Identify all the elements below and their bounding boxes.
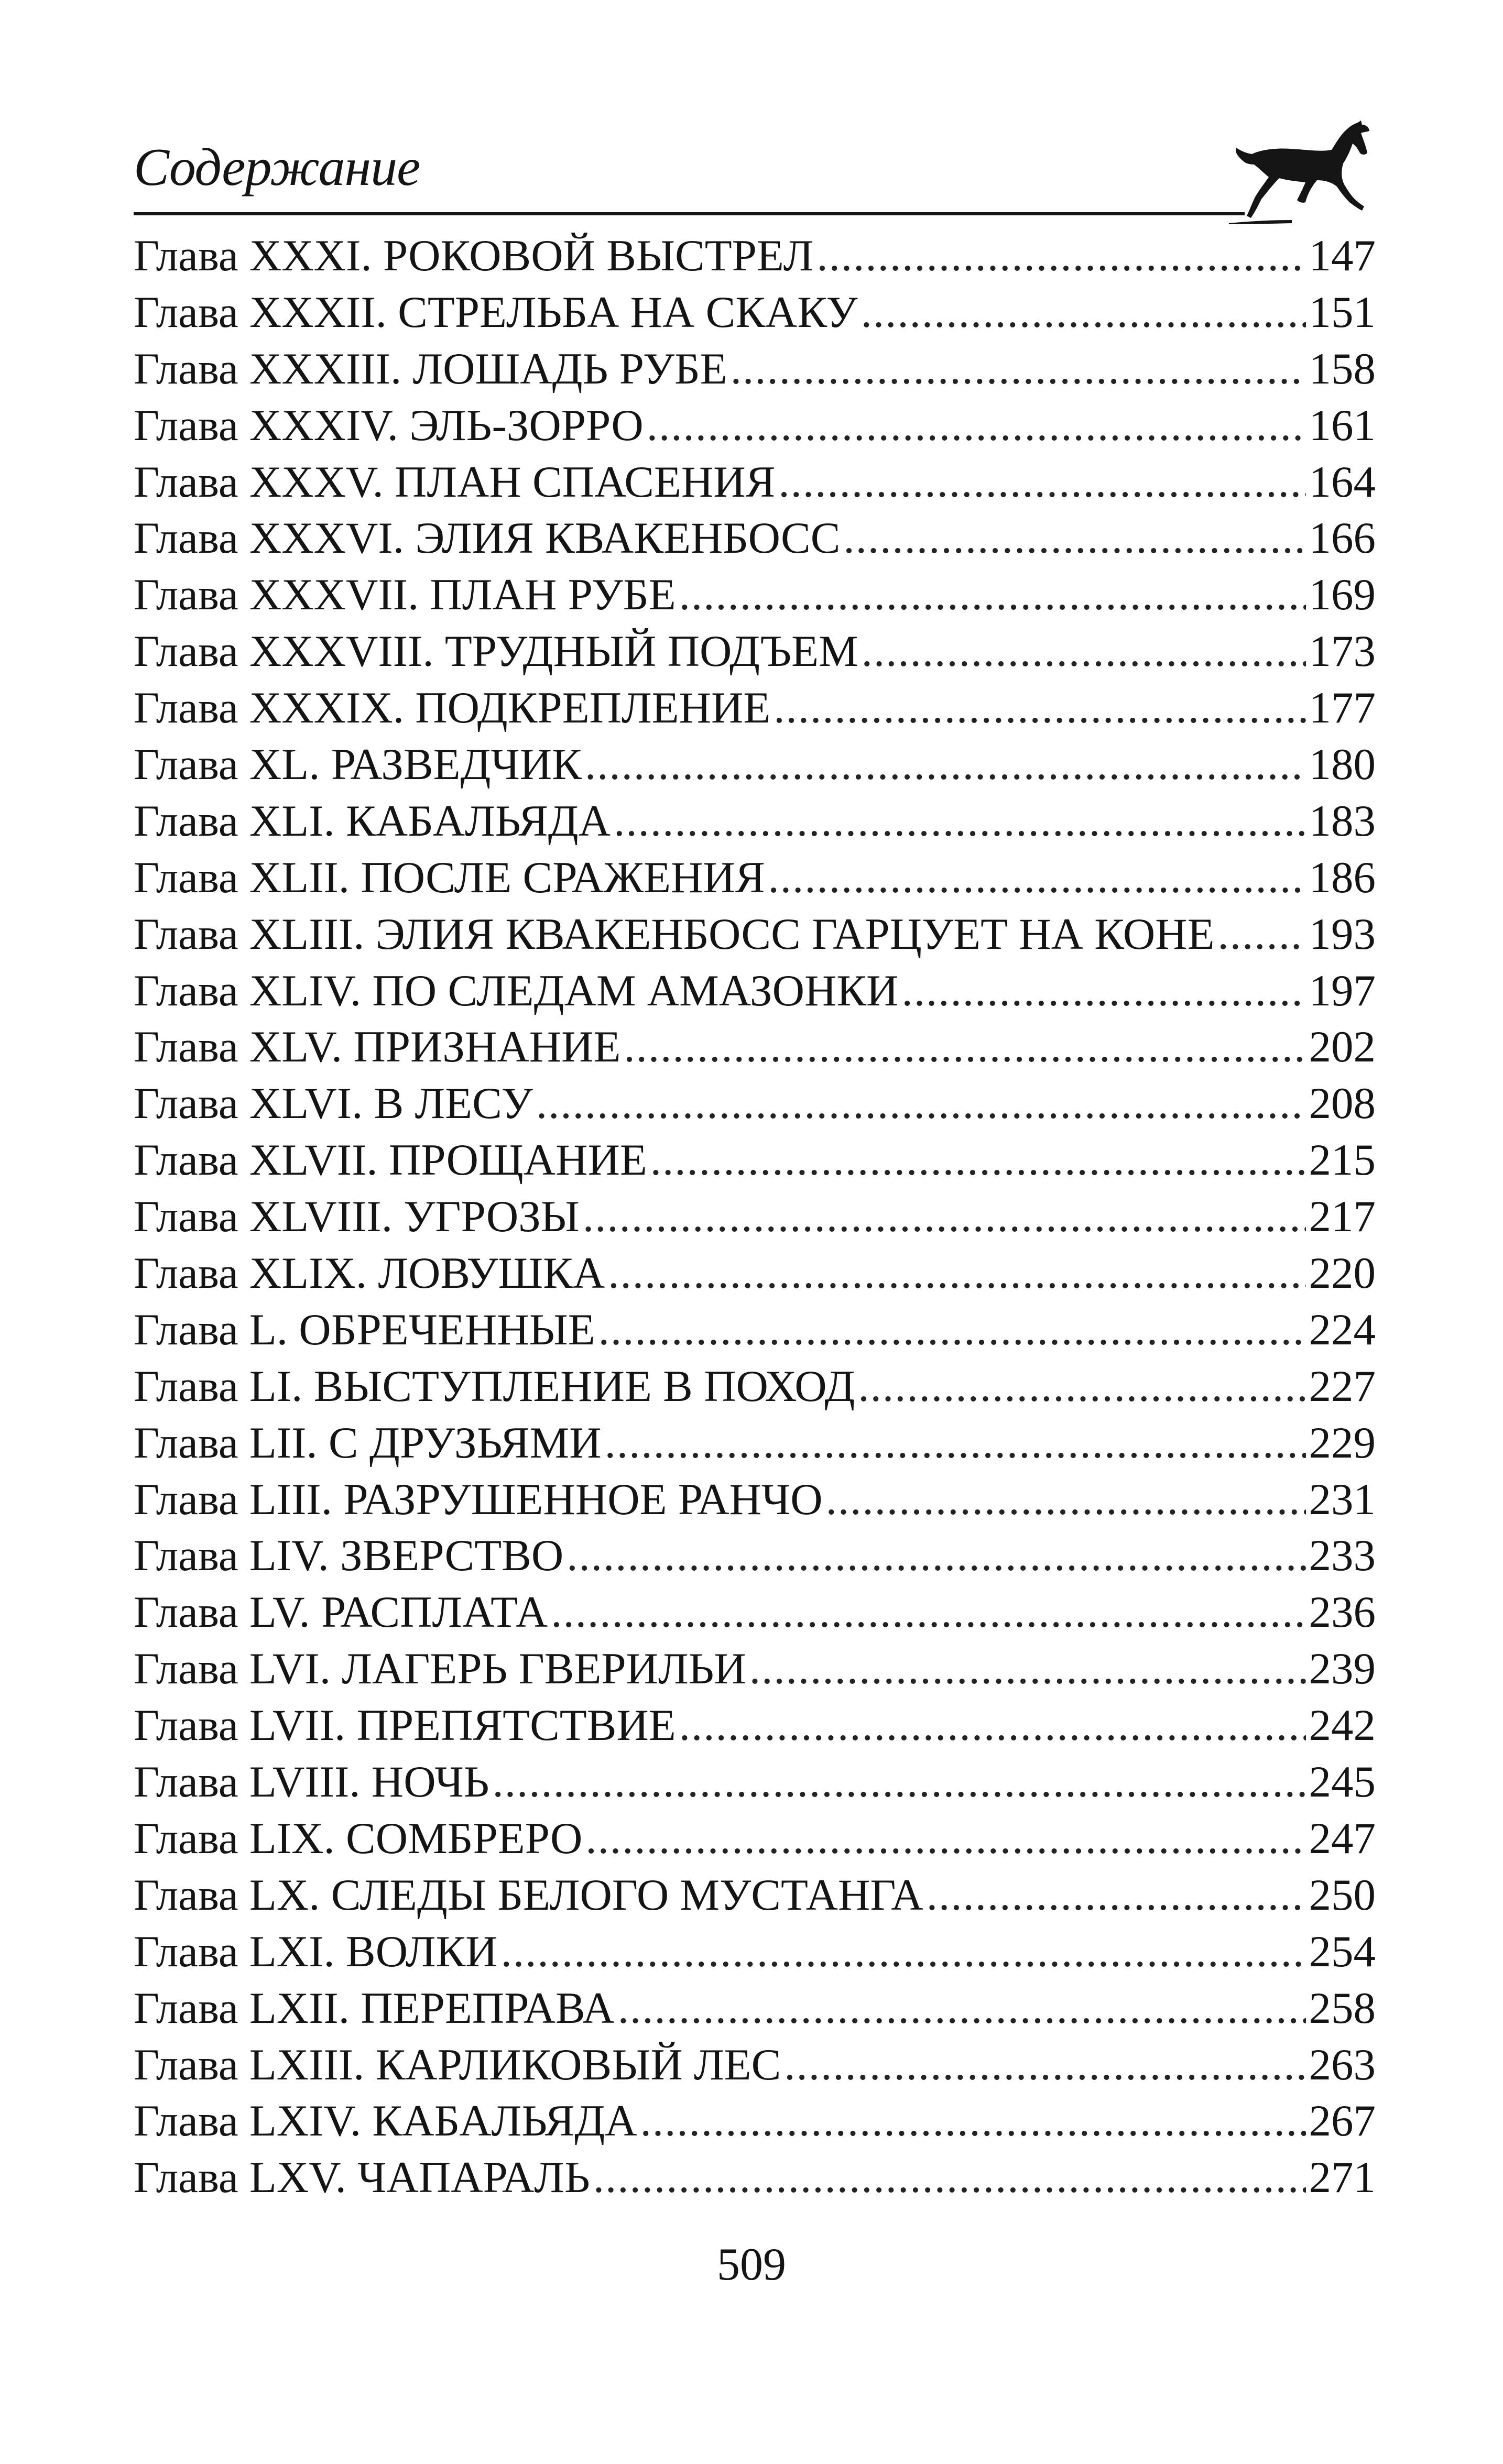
dot-leader xyxy=(843,510,1305,567)
toc-entry xyxy=(134,963,1376,1020)
chapter-title: Глава XLI. КАБАЛЬЯДА xyxy=(134,796,611,846)
dot-leader xyxy=(593,2150,1306,2206)
toc-entry xyxy=(134,1867,1376,1924)
chapter-page-number: 217 xyxy=(1309,1192,1376,1242)
chapter-page-number: 231 xyxy=(1309,1474,1376,1524)
running-header xyxy=(134,121,1376,225)
chapter-page-number: 271 xyxy=(1309,2153,1376,2203)
dot-leader xyxy=(862,623,1306,680)
dot-leader xyxy=(749,1641,1306,1698)
chapter-page-number: 164 xyxy=(1309,457,1376,507)
toc-entry xyxy=(134,1359,1376,1415)
chapter-page-number: 254 xyxy=(1309,1926,1376,1976)
chapter-page-number: 242 xyxy=(1309,1701,1376,1750)
chapter-page-number: 208 xyxy=(1309,1079,1376,1129)
chapter-title: Глава LX. СЛЕДЫ БЕЛОГО МУСТАНГА xyxy=(134,1870,923,1920)
dot-leader xyxy=(640,2093,1306,2150)
toc-entry xyxy=(134,1132,1376,1189)
dot-leader xyxy=(585,737,1306,793)
dot-leader xyxy=(536,1076,1306,1132)
dot-leader xyxy=(679,1698,1306,1754)
dot-leader xyxy=(1218,906,1306,963)
toc-entry xyxy=(134,454,1376,511)
chapter-title: Глава XLV. ПРИЗНАНИЕ xyxy=(134,1022,621,1072)
chapter-page-number: 180 xyxy=(1309,740,1376,790)
chapter-page-number: 245 xyxy=(1309,1757,1376,1807)
dot-leader xyxy=(493,1754,1306,1811)
toc-entry xyxy=(134,623,1376,680)
chapter-title: Глава XL. РАЗВЕДЧИК xyxy=(134,740,582,790)
chapter-page-number: 239 xyxy=(1309,1644,1376,1694)
toc-entry xyxy=(134,2093,1376,2150)
toc-entry xyxy=(134,737,1376,793)
toc-entry xyxy=(134,1528,1376,1584)
dot-leader xyxy=(927,1867,1306,1924)
chapter-title: Глава XXXII. СТРЕЛЬБА НА СКАКУ xyxy=(134,287,858,337)
chapter-title: Глава XLIV. ПО СЛЕДАМ АМАЗОНКИ xyxy=(134,966,899,1015)
dot-leader xyxy=(826,1472,1306,1528)
chapter-title: Глава XXXI. РОКОВОЙ ВЫСТРЕЛ xyxy=(134,231,814,280)
chapter-title: Глава LXIII. КАРЛИКОВЫЙ ЛЕС xyxy=(134,2040,781,2089)
chapter-page-number: 151 xyxy=(1309,287,1376,337)
chapter-page-number: 183 xyxy=(1309,796,1376,846)
chapter-page-number: 267 xyxy=(1309,2096,1376,2146)
dot-leader xyxy=(567,1528,1305,1584)
chapter-title: Глава LIX. СОМБРЕРО xyxy=(134,1813,583,1863)
chapter-page-number: 177 xyxy=(1309,683,1376,733)
chapter-title: Глава LXI. ВОЛКИ xyxy=(134,1926,498,1976)
chapter-title: Глава LV. РАСПЛАТА xyxy=(134,1587,548,1637)
chapter-page-number: 229 xyxy=(1309,1418,1376,1468)
toc-entry xyxy=(134,510,1376,567)
toc-entry xyxy=(134,1980,1376,2037)
toc-entry xyxy=(134,680,1376,737)
dot-leader xyxy=(598,1302,1306,1359)
dot-leader xyxy=(858,1359,1305,1415)
chapter-title: Глава XXXVIII. ТРУДНЫЙ ПОДЪЕМ xyxy=(134,627,858,676)
toc-entry xyxy=(134,1641,1376,1698)
toc-entry xyxy=(134,2150,1376,2206)
chapter-title: Глава XXXVI. ЭЛИЯ КВАКЕНБОСС xyxy=(134,513,841,563)
chapter-title: Глава XXXVII. ПЛАН РУБЕ xyxy=(134,570,676,620)
chapter-title: Глава XLVI. В ЛЕСУ xyxy=(134,1079,533,1129)
chapter-title: Глава XXXIII. ЛОШАДЬ РУБЕ xyxy=(134,344,727,393)
chapter-title: Глава LXII. ПЕРЕПРАВА xyxy=(134,1983,615,2033)
dot-leader xyxy=(551,1584,1305,1641)
chapter-title: Глава LVIII. НОЧЬ xyxy=(134,1757,489,1807)
dot-leader xyxy=(614,793,1305,850)
header-title: Содержание xyxy=(134,138,420,197)
chapter-page-number: 250 xyxy=(1309,1870,1376,1920)
dot-leader xyxy=(784,2037,1305,2094)
toc-entry xyxy=(134,1924,1376,1980)
toc-entry xyxy=(134,1415,1376,1472)
chapter-page-number: 224 xyxy=(1309,1305,1376,1354)
chapter-page-number: 233 xyxy=(1309,1531,1376,1581)
chapter-title: Глава LIII. РАЗРУШЕННОЕ РАНЧО xyxy=(134,1474,823,1524)
page-number: 509 xyxy=(717,2239,786,2290)
chapter-title: Глава XXXIV. ЭЛЬ-ЗОРРО xyxy=(134,400,644,450)
dot-leader xyxy=(816,228,1305,284)
table-of-contents xyxy=(134,228,1376,2206)
toc-entry xyxy=(134,341,1376,398)
chapter-page-number: 166 xyxy=(1309,513,1376,563)
chapter-page-number: 147 xyxy=(1309,231,1376,280)
horse-icon xyxy=(1229,121,1376,225)
chapter-page-number: 197 xyxy=(1309,966,1376,1015)
dot-leader xyxy=(731,341,1306,398)
chapter-title: Глава XLII. ПОСЛЕ СРАЖЕНИЯ xyxy=(134,852,765,902)
chapter-page-number: 173 xyxy=(1309,627,1376,676)
chapter-page-number: 193 xyxy=(1309,909,1376,959)
chapter-title: Глава XLIII. ЭЛИЯ КВАКЕНБОСС ГАРЦУЕТ НА КОНЕ xyxy=(134,909,1215,959)
toc-entry xyxy=(134,567,1376,623)
chapter-page-number: 247 xyxy=(1309,1813,1376,1863)
dot-leader xyxy=(585,1811,1305,1867)
header-rule xyxy=(134,212,1245,215)
chapter-title: Глава XLIX. ЛОВУШКА xyxy=(134,1249,605,1298)
chapter-title: Глава LI. ВЫСТУПЛЕНИЕ В ПОХОД xyxy=(134,1361,855,1411)
toc-entry xyxy=(134,1189,1376,1245)
chapter-page-number: 202 xyxy=(1309,1022,1376,1072)
dot-leader xyxy=(650,1132,1306,1189)
toc-entry xyxy=(134,284,1376,341)
dot-leader xyxy=(768,850,1306,906)
dot-leader xyxy=(618,1980,1306,2037)
chapter-title: Глава LII. С ДРУЗЬЯМИ xyxy=(134,1418,602,1468)
dot-leader xyxy=(679,567,1306,623)
toc-entry xyxy=(134,906,1376,963)
chapter-page-number: 263 xyxy=(1309,2040,1376,2089)
toc-entry xyxy=(134,850,1376,906)
chapter-page-number: 258 xyxy=(1309,1983,1376,2033)
chapter-title: Глава XLVII. ПРОЩАНИЕ xyxy=(134,1135,647,1185)
toc-entry xyxy=(134,1019,1376,1076)
chapter-page-number: 220 xyxy=(1309,1249,1376,1298)
dot-leader xyxy=(501,1924,1306,1980)
chapter-page-number: 161 xyxy=(1309,400,1376,450)
dot-leader xyxy=(583,1189,1306,1245)
dot-leader xyxy=(861,284,1306,341)
toc-entry xyxy=(134,793,1376,850)
toc-entry xyxy=(134,1245,1376,1302)
chapter-page-number: 227 xyxy=(1309,1361,1376,1411)
toc-entry xyxy=(134,398,1376,454)
dot-leader xyxy=(901,963,1305,1020)
toc-entry xyxy=(134,1302,1376,1359)
chapter-page-number: 158 xyxy=(1309,344,1376,393)
chapter-title: Глава L. ОБРЕЧЕННЫЕ xyxy=(134,1305,595,1354)
chapter-title: Глава LIV. ЗВЕРСТВО xyxy=(134,1531,564,1581)
dot-leader xyxy=(647,398,1306,454)
chapter-title: Глава LXIV. КАБАЛЬЯДА xyxy=(134,2096,637,2146)
toc-entry xyxy=(134,1076,1376,1132)
chapter-title: Глава LVI. ЛАГЕРЬ ГВЕРИЛЬИ xyxy=(134,1644,746,1694)
chapter-page-number: 169 xyxy=(1309,570,1376,620)
chapter-page-number: 186 xyxy=(1309,852,1376,902)
toc-entry xyxy=(134,1584,1376,1641)
toc-entry xyxy=(134,1698,1376,1754)
dot-leader xyxy=(778,454,1305,511)
toc-entry xyxy=(134,2037,1376,2094)
chapter-title: Глава LVII. ПРЕПЯТСТВИЕ xyxy=(134,1701,676,1750)
dot-leader xyxy=(774,680,1305,737)
chapter-page-number: 215 xyxy=(1309,1135,1376,1185)
chapter-title: Глава XXXV. ПЛАН СПАСЕНИЯ xyxy=(134,457,776,507)
chapter-title: Глава XXXIX. ПОДКРЕПЛЕНИЕ xyxy=(134,683,771,733)
dot-leader xyxy=(605,1415,1306,1472)
dot-leader xyxy=(608,1245,1305,1302)
chapter-title: Глава XLVIII. УГРОЗЫ xyxy=(134,1192,580,1242)
toc-entry xyxy=(134,1472,1376,1528)
toc-entry xyxy=(134,1811,1376,1867)
dot-leader xyxy=(624,1019,1305,1076)
chapter-page-number: 236 xyxy=(1309,1587,1376,1637)
chapter-title: Глава LXV. ЧАПАРАЛЬ xyxy=(134,2153,590,2203)
toc-entry xyxy=(134,228,1376,284)
toc-entry xyxy=(134,1754,1376,1811)
